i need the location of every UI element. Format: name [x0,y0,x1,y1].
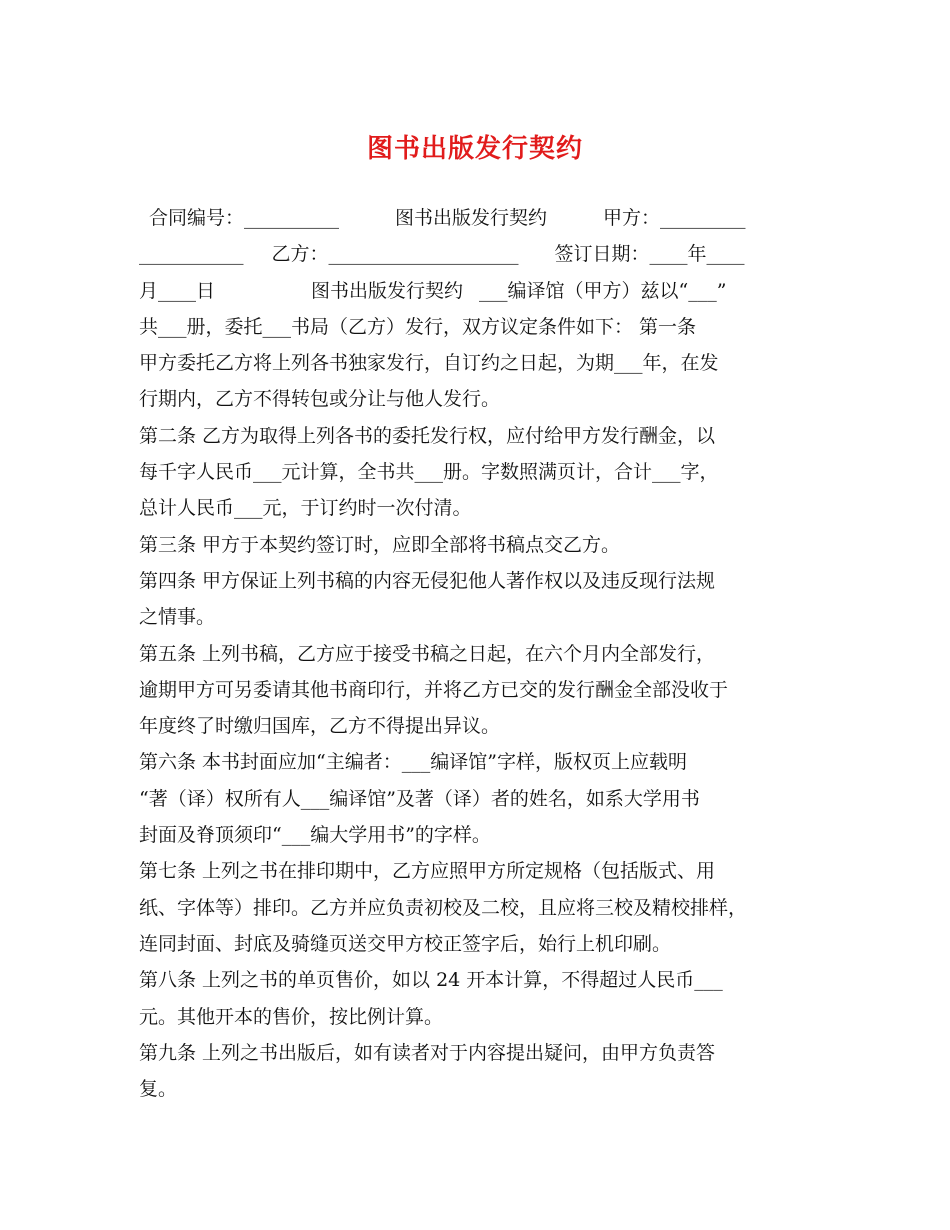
sign-date-label: 签订日期：____年____ [554,243,745,266]
text-line: 年度终了时缴归国库，乙方不得提出异议。 [139,715,501,738]
text-line: 封面及脊顶须印“___编大学用书”的字样。 [139,824,491,847]
text-line: 每千字人民币___元计算，全书共___册。字数照满页计，合计___字， [139,461,719,484]
text-line: 总计人民币___元，于订约时一次付清。 [139,497,472,520]
text-line: 共___册，委托___书局（乙方）发行，双方议定条件如下： 第一条 [139,315,697,338]
text-line: 第四条 甲方保证上列书稿的内容无侵犯他人著作权以及违反现行法规 [139,569,716,592]
header-line-2 [139,236,815,272]
party-a-continuation: ___________ [139,243,244,266]
text-line: 元。其他开本的售价，按比例计算。 [139,1005,444,1028]
text-line: 第六条 本书封面应加“主编者：___编译馆”字样，版权页上应载明 [139,751,687,774]
text-line: 连同封面、封底及骑缝页送交甲方校正签字后，始行上机印刷。 [139,932,672,955]
text-line: 行期内，乙方不得转包或分让与他人发行。 [139,388,501,411]
text-line: 纸、字体等）排印。乙方并应负责初校及二校，且应将三校及精校排样， [139,896,748,919]
text-line: 第七条 上列之书在排印期中，乙方应照甲方所定规格（包括版式、用 [139,860,716,883]
contract-name: 图书出版发行契约 [395,207,548,229]
text-line: 复。 [139,1078,178,1101]
document-title: 图书出版发行契约 [366,134,583,164]
text-line: “著（译）权所有人___编译馆”及著（译）者的姓名，如系大学用书 [139,787,700,810]
text-line: 第九条 上列之书出版后，如有读者对于内容提出疑问，由甲方负责答 [139,1041,716,1064]
text-line: 第五条 上列书稿，乙方应于接受书稿之日起，在六个月内全部发行， [139,642,716,665]
header-line-3 [139,273,815,309]
contract-name-repeat: 图书出版发行契约 [311,279,464,302]
party-b-label: 乙方：____________________ [271,243,519,266]
text-line: 第二条 乙方为取得上列各书的委托发行权，应付给甲方发行酬金，以 [139,424,716,447]
text-line: 第八条 上列之书的单页售价，如以 24 开本计算，不得超过人民币___ [139,969,723,992]
contract-no-label: 合同编号：__________ [149,207,340,229]
text-line: 甲方委托乙方将上列各书独家发行，自订约之日起，为期___年，在发 [139,352,719,375]
intro-start: ___编译馆（甲方）兹以“___” [479,279,727,302]
text-line: 第三条 甲方于本契约签订时，应即全部将书稿点交乙方。 [139,533,621,556]
text-line: 逾期甲方可另委请其他书商印行，并将乙方已交的发行酬金全部没收于 [139,678,729,701]
contract-body [139,200,815,1107]
party-a-label: 甲方：_________ [603,207,746,229]
text-line: 之情事。 [139,606,216,629]
header-line-1 [139,200,815,236]
sign-date-continuation: 月____日 [139,279,216,302]
